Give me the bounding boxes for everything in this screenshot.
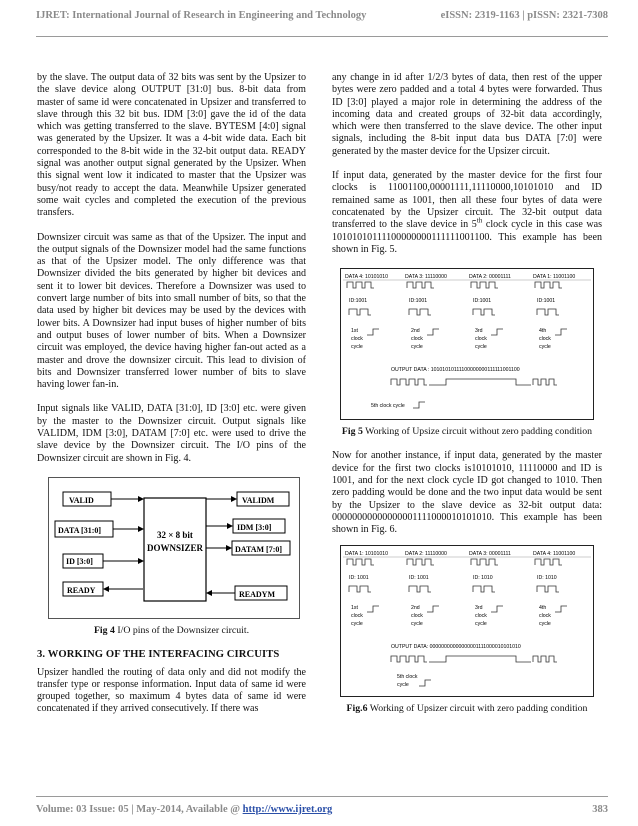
clock-edge — [413, 402, 425, 408]
data-label: DATA 1: 11001100 — [533, 274, 576, 281]
core-label-2: DOWNSIZER — [146, 542, 204, 553]
clock-edge — [555, 606, 567, 612]
figure-6 — [340, 545, 594, 697]
output-label: OUTPUT DATA : 10101010111100000000111111001100 — [391, 367, 520, 374]
clock-label: clock — [351, 336, 363, 343]
id-label: ID: 1010 — [473, 574, 493, 581]
clock-label: clock — [351, 612, 363, 619]
clock-label: 2nd — [411, 604, 420, 611]
figure-4-caption — [37, 625, 306, 637]
clock-edge — [367, 329, 379, 335]
footer-volume-text: Volume: 03 Issue: 05 | May-2014, Available @ — [36, 804, 243, 815]
data-label: DATA 3: 11110000 — [405, 274, 447, 281]
left-column — [37, 72, 306, 728]
clock-label: cycle — [475, 620, 487, 627]
waveform — [391, 656, 427, 662]
data-label: DATA 2: 11110000 — [405, 550, 447, 557]
page-header — [36, 6, 608, 26]
clock-label: 3rd — [475, 328, 483, 335]
clock-label: 1st — [351, 604, 358, 611]
waveform — [409, 309, 431, 315]
timing-diagram-5 — [341, 269, 593, 419]
waveform — [537, 309, 559, 315]
waveform — [473, 309, 495, 315]
clock-label: clock — [539, 612, 551, 619]
id-label: ID:1001 — [537, 298, 556, 305]
output-label: DATAM [7:0] — [235, 544, 283, 554]
paragraph: Input signals like VALID, DATA [31:0], ID [3:0] etc. were given by the master to the Downsizer circuit. Output signals like VALIDM, IDM [3:0], DATAM [7:0] etc. were used to drive the slave device by the Downsizer circuit. The I/O pins of the Downsizer circuit are shown in Fig. 4. — [37, 403, 306, 464]
waveform — [349, 586, 371, 592]
page-number: 383 — [592, 804, 608, 815]
clock-edge — [491, 606, 503, 612]
output-label: READYM — [239, 589, 275, 599]
clock-label: 4th — [539, 328, 547, 335]
waveform — [533, 379, 557, 385]
journal-link[interactable]: http://www.ijret.org — [242, 804, 333, 815]
clock-label: cycle — [351, 344, 363, 351]
id-label: ID: 1001 — [349, 574, 369, 581]
waveform — [391, 379, 427, 385]
caption-label: Fig.6 — [346, 702, 368, 714]
figure-4 — [48, 477, 300, 619]
figure-6-caption — [332, 703, 602, 715]
clock-edge — [427, 329, 439, 335]
paragraph-part: If input data, generated by the master device for the first four clocks is 11001100,00001111,11110000,10101010 and ID remained same as 1001, then all these four bytes of data were concatenated by the Upsizer circuit. The 32-bit output data transferred to the slave device in 5 — [332, 170, 602, 231]
superscript: th — [476, 216, 483, 225]
fifth-clock-label: cycle — [397, 681, 409, 688]
clock-label: clock — [411, 612, 423, 619]
waveform — [347, 559, 374, 565]
data-label: DATA 1: 10101010 — [345, 550, 389, 557]
waveform — [407, 282, 434, 288]
caption-label: Fig 4 — [93, 624, 115, 636]
id-label: ID:1001 — [409, 298, 428, 305]
clock-edge — [419, 680, 431, 686]
waveform — [535, 282, 562, 288]
waveform — [535, 559, 562, 565]
paragraph: Downsizer circuit was same as that of the Upsizer. The input and the output signals of the Downsizer model had the same functions as that of the Upsizer model. The only difference was that Downsizer divided the bits generated by higher bit devices and sent it to lower bit devices. Therefore a Downsizer was used to convert large number of bits into small number of bits, so that the data used by higher bit devices may be used by the devices with lower bits. A Downsizer had input buses of higher number of bits and output buses of lower number of bits. When a Downsizer circuit was employed, the device having higher fan-out acted as a master and drove the downsizer circuit. This lead to division of bits and Downsizer transferred lower number of bits to slave having lower fan-in. — [37, 231, 306, 391]
output-waveform — [429, 656, 531, 662]
clock-label: cycle — [539, 344, 551, 351]
output-label: VALIDM — [242, 495, 275, 505]
downsizer-diagram — [49, 478, 299, 618]
caption-text: Working of Upsize circuit without zero padding condition — [362, 426, 593, 438]
clock-label: 4th — [539, 604, 547, 611]
journal-title: IJRET: International Journal of Research in Engineering and Technology — [36, 10, 367, 21]
output-waveform — [429, 379, 531, 385]
paragraph: by the slave. The output data of 32 bits was sent by the Upsizer to the slave device along OUTPUT [31:0] bus. 8-bit data from master of same id were concatenated in Upsizer and transferred to slave through this 32 bit bus. IDM [3:0] gave the id of the data which was getting transferred to the slave. BYTESM [4:0] signal was generated by the Upsizer. It was a 4-bit wide data. Each bit corresponded to the 8-bit wide in the 32-bit output data. READY signal was another output signal generated by the Upsizer. When this signal went low it indicated to master that the Upsizer was busy/not ready to accept the data. Meanwhile Upsizer generated some wait cycles and completed the execution of the previous transfers. — [37, 72, 306, 219]
clock-label: cycle — [475, 344, 487, 351]
id-label: ID: 1010 — [537, 574, 557, 581]
id-label: ID: 1001 — [409, 574, 429, 581]
waveform — [537, 586, 559, 592]
clock-label: cycle — [351, 620, 363, 627]
core-label-1: 32 × 8 bit — [157, 529, 193, 540]
waveform — [473, 586, 495, 592]
clock-label: clock — [411, 336, 423, 343]
clock-label: 1st — [351, 328, 358, 335]
input-label: ID [3:0] — [66, 556, 93, 566]
clock-edge — [555, 329, 567, 335]
fifth-clock-label: 5th clock — [397, 673, 418, 680]
data-label: DATA 3: 00001111 — [469, 550, 511, 557]
clock-label: cycle — [411, 344, 423, 351]
paragraph-part: clock cycle in this case was 10101010111100000000111111001100. This example has been shown in Fig. 5. — [332, 219, 602, 255]
clock-edge — [367, 606, 379, 612]
figure-5-caption — [332, 426, 602, 438]
fifth-clock-label: 5th clock cycle — [371, 403, 405, 410]
paragraph: Upsizer handled the routing of data only and did not modify the transfer type or response information. Input data of same id were grouped together, so maximum 4 bytes data of same id were concatenated if they arrived consecutively. If there was — [37, 666, 306, 715]
figure-5 — [340, 268, 594, 420]
waveform — [471, 559, 498, 565]
caption-label: Fig 5 — [341, 426, 363, 438]
input-label: READY — [67, 585, 96, 595]
input-label: DATA [31:0] — [58, 525, 102, 535]
clock-label: clock — [539, 336, 551, 343]
clock-label: 2nd — [411, 328, 420, 335]
caption-text: I/O pins of the Downsizer circuit. — [114, 624, 250, 636]
paragraph: any change in id after 1/2/3 bytes of data, then rest of the upper bytes were zero padded and a total 4 bytes were forwarded. Thus ID [3:0] played a major role in determining the address of the incoming data and created groups of 32-bit data accordingly, which were then transferred to the slave device. The other input signals, including the 8-bit input data bus DATA [7:0] were generated by the master device for the Upsizer circuit. — [332, 72, 602, 157]
clock-label: 3rd — [475, 604, 483, 611]
waveform — [347, 282, 374, 288]
id-label: ID:1001 — [473, 298, 492, 305]
clock-label: cycle — [539, 620, 551, 627]
output-label: OUTPUT DATA: 00000000000000001111000010101010 — [391, 643, 521, 650]
clock-label: clock — [475, 336, 487, 343]
right-column — [332, 72, 602, 727]
waveform — [533, 656, 557, 662]
paragraph: Now for another instance, if input data, generated by the master device for the first two clocks is10101010, 11110000 and ID is 1001, and for the next clock cycle ID got changed to 1010. Then zero padding would be done and the two input data would be sent by the Upsizer to the slave device as 32-bit output data: 00000000000000001111000010101010. This example has been shown in Fig. 6. — [332, 450, 602, 536]
section-heading: 3. WORKING OF THE INTERFACING CIRCUITS — [37, 649, 280, 661]
waveform — [409, 586, 431, 592]
footer-volume — [36, 804, 332, 815]
input-label: VALID — [69, 495, 94, 505]
waveform — [407, 559, 434, 565]
waveform — [349, 309, 371, 315]
data-label: DATA 4: 10101010 — [345, 274, 389, 281]
waveform — [471, 282, 498, 288]
timing-diagram-6 — [341, 546, 593, 696]
clock-edge — [491, 329, 503, 335]
clock-label: clock — [475, 612, 487, 619]
caption-text: Working of Upsizer circuit with zero padding condition — [367, 702, 588, 714]
clock-edge — [427, 606, 439, 612]
issn: eISSN: 2319-1163 | pISSN: 2321-7308 — [440, 10, 608, 21]
data-label: DATA 4: 11001100 — [533, 550, 576, 557]
data-label: DATA 2: 00001111 — [469, 274, 511, 281]
header-rule — [36, 36, 608, 37]
id-label: ID:1001 — [349, 298, 368, 305]
paragraph — [332, 170, 602, 256]
output-label: IDM [3:0] — [237, 522, 272, 532]
footer-rule — [36, 796, 608, 797]
clock-label: cycle — [411, 620, 423, 627]
